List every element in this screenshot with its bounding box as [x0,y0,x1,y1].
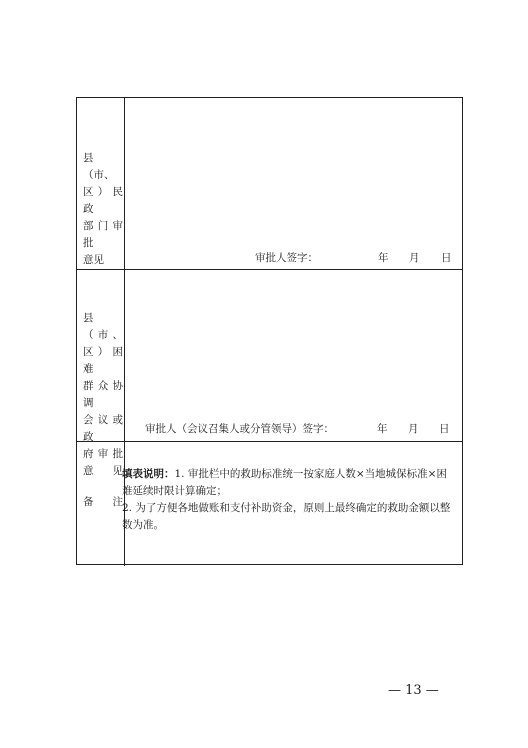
month-label: 月 [409,252,420,264]
year-label: 年 [377,423,388,435]
row-label-cell [77,442,125,566]
month-label: 月 [408,423,419,435]
meeting-approver-signature-label: 审批人（会议召集人或分管领导）签字： [145,423,334,435]
remarks-content [122,466,454,534]
remarks-label: 备 注 [83,496,123,508]
day-label: 日 [441,252,452,264]
year-label: 年 [378,252,389,264]
civil-affairs-approval-label: 县（市、 区）民政 部门审批 意见 [83,152,123,266]
page-number: — 13 — [388,683,439,698]
row-label-cell [77,98,125,269]
civil-affairs-approval-row [77,98,462,270]
row-label-cell [77,270,125,477]
coordination-meeting-approval-label: 县（市、 区）困难 群众协调 会议或政 府审批 意见 [83,312,123,477]
day-label: 日 [439,423,450,435]
approval-form-table [76,97,463,565]
remark-item-2: 2. 为了方便各地做账和支付补助资金，原则上最终确定的救助金额以整数为准。 [122,502,451,531]
remarks-row [77,442,462,566]
remark-item-1: 1. 审批栏中的救助标准统一按家庭人数×当地城保标准×困难延续时限计算确定； [122,468,447,497]
remarks-heading: 填表说明： [122,468,175,480]
approver-signature-label: 审批人签字： [255,252,318,264]
